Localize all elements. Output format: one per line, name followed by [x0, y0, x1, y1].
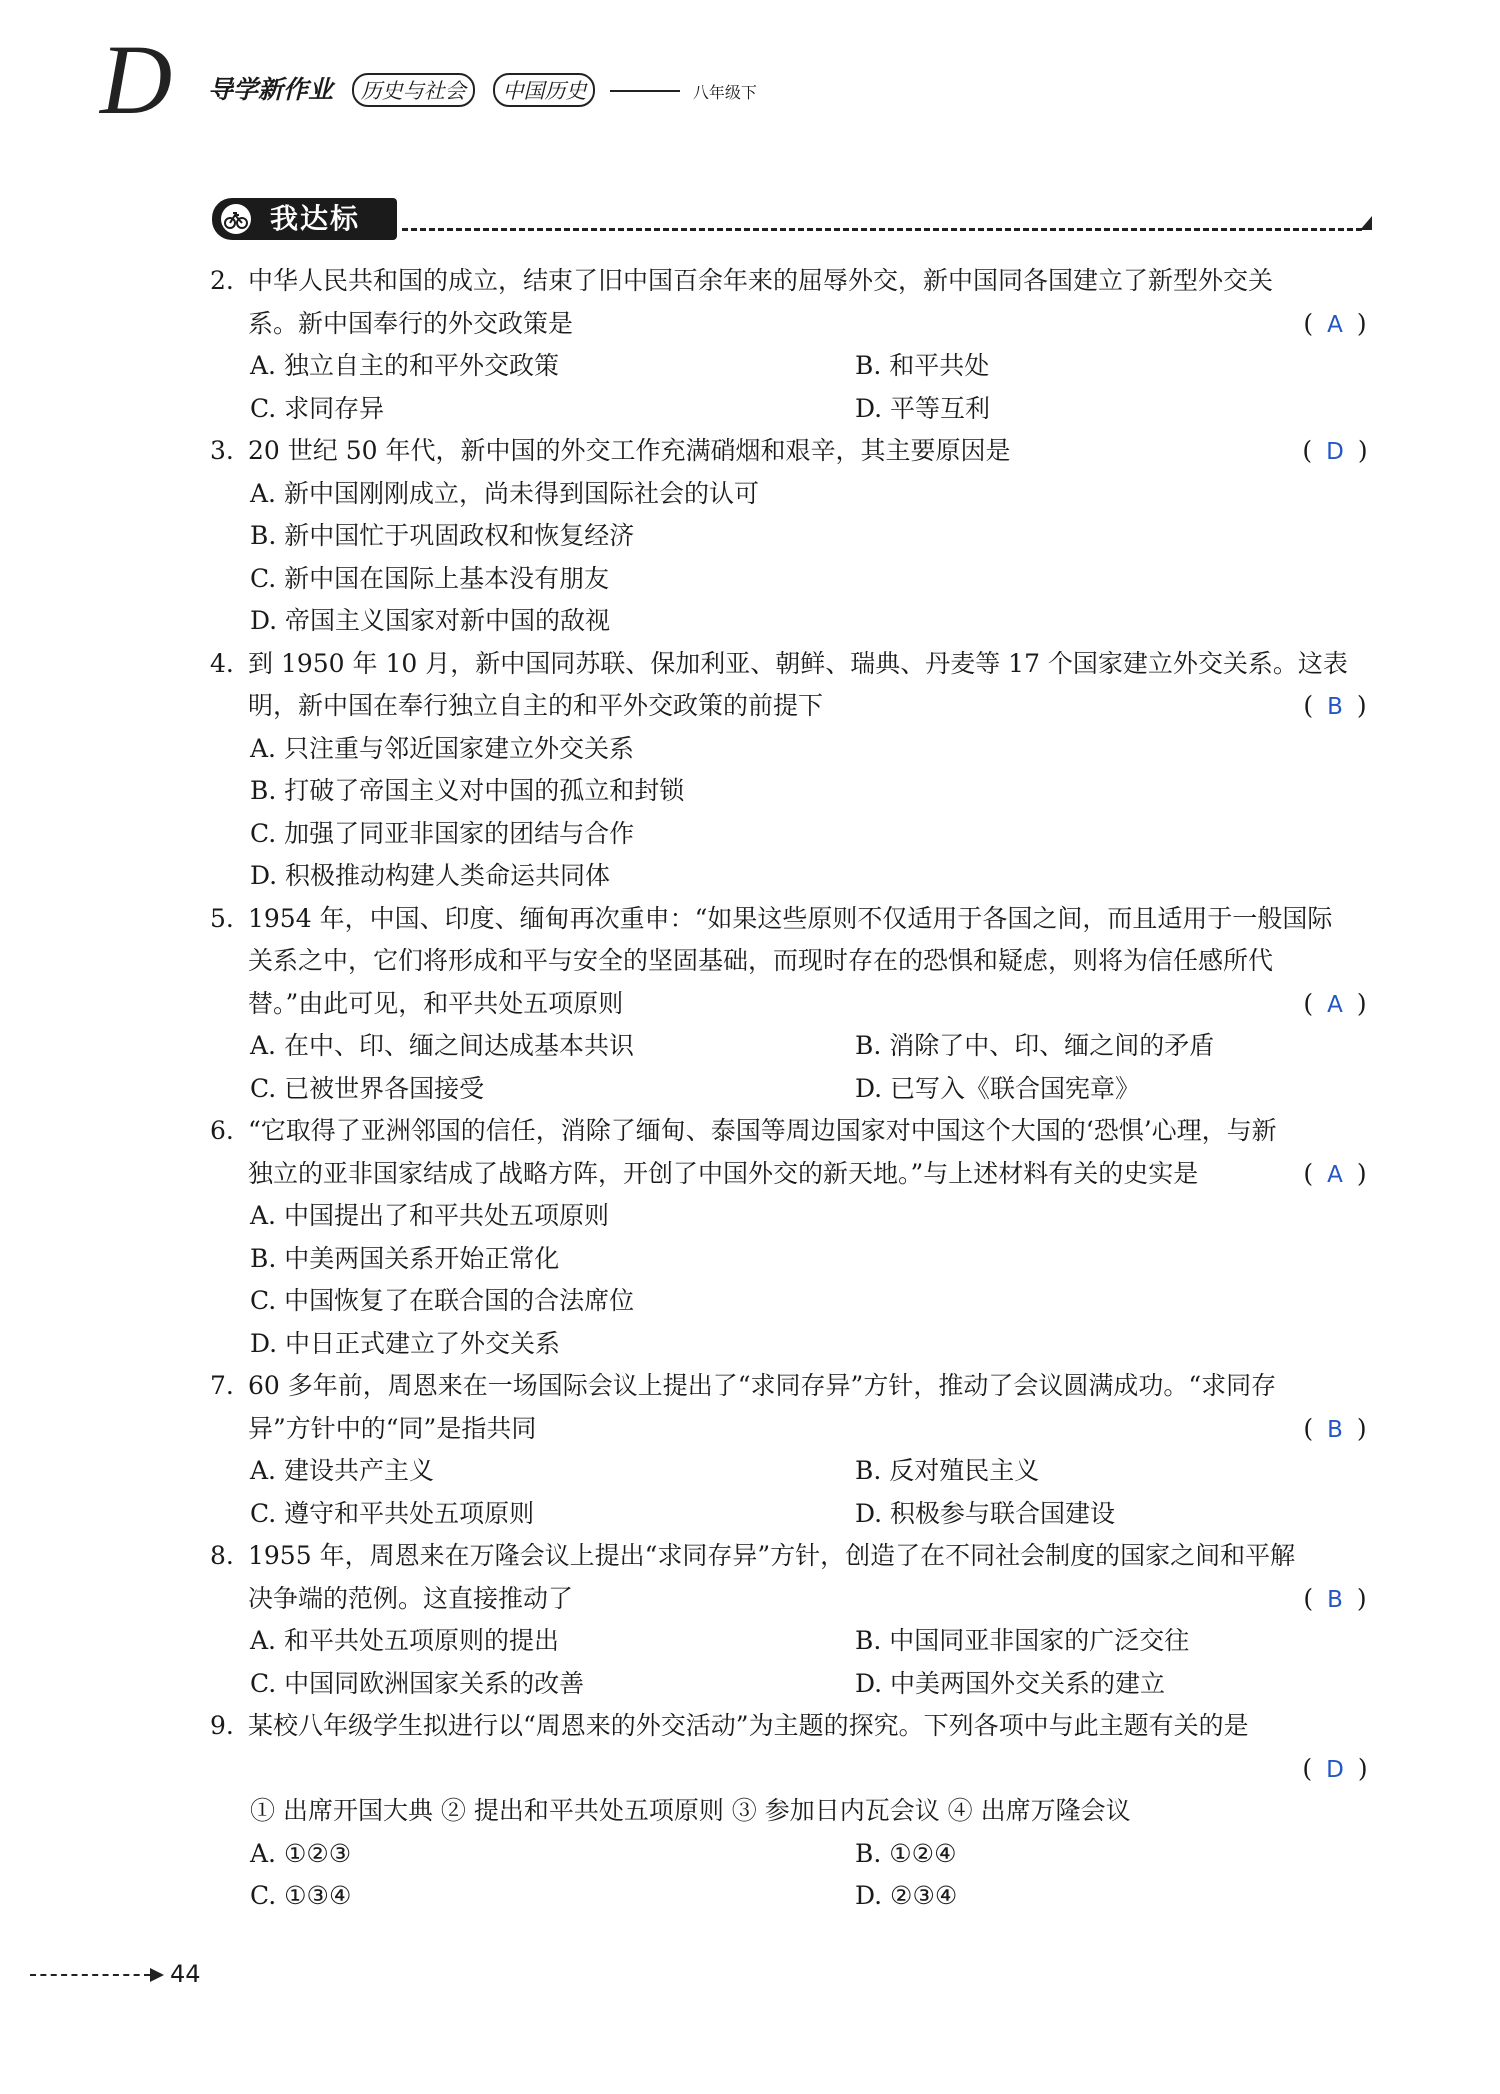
question-number: 4.: [210, 648, 234, 678]
answer-bracket: ( B ): [1303, 691, 1367, 720]
option-row: [210, 1238, 1375, 1281]
answer-option: A. ①②③: [250, 1838, 352, 1868]
answer-letter: B: [1327, 694, 1343, 720]
page-header: [100, 24, 1400, 135]
answer-bracket: ( A ): [1303, 988, 1367, 1018]
answer-option: D. 积极参与联合国建设: [855, 1498, 1116, 1528]
option-row: [210, 728, 1375, 771]
option-row: [210, 813, 1375, 856]
question-2: [210, 260, 1375, 430]
question-stem-line: [210, 1365, 1375, 1408]
answer-option: C. 求同存异: [250, 393, 385, 423]
option-row: [210, 1663, 1375, 1706]
answer-option: D. ②③④: [855, 1881, 958, 1910]
answer-option: C. ①③④: [250, 1881, 352, 1910]
answer-option: A. 新中国刚刚成立，尚未得到国际社会的认可: [250, 478, 759, 508]
question-stem-line: [210, 898, 1375, 941]
answer-option: B. 和平共处: [855, 351, 990, 380]
answer-bracket: ( D ): [1302, 436, 1368, 465]
question-stem-line: [210, 1408, 1375, 1451]
option-row: [210, 1833, 1375, 1876]
question-stem-line: [210, 303, 1375, 346]
question-number: 2.: [210, 266, 234, 295]
stem-text: 某校八年级学生拟进行以“周恩来的外交活动”为主题的探究。下列各项中与此主题有关的是: [248, 1711, 1249, 1740]
answer-letter: A: [1327, 1161, 1343, 1188]
answer-option: C. 已被世界各国接受: [250, 1073, 485, 1103]
question-4: [210, 643, 1375, 898]
answer-option: C. 加强了同亚非国家的团结与合作: [250, 818, 635, 848]
answer-bracket: ( D ): [1302, 1753, 1368, 1783]
question-stem-line: [210, 643, 1375, 686]
answer-letter: A: [1327, 311, 1343, 338]
logo: D: [100, 24, 173, 135]
option-row: [210, 770, 1375, 813]
question-number: 3.: [210, 436, 234, 465]
answer-letter: D: [1326, 1756, 1344, 1783]
stem-text: 中华人民共和国的成立，结束了旧中国百余年来的屈辱外交，新中国同各国建立了新型外交关: [248, 266, 1274, 295]
page-number: 44: [170, 1960, 201, 1988]
answer-letter: D: [1326, 439, 1344, 465]
answer-option: B. 消除了中、印、缅之间的矛盾: [855, 1031, 1215, 1060]
question-stem-line: [210, 983, 1375, 1026]
answer-option: D. 积极推动构建人类命运共同体: [250, 861, 611, 890]
option-row: [210, 1323, 1375, 1366]
question-stem-line: [210, 1748, 1375, 1791]
answer-option: D. 中美两国外交关系的建立: [855, 1668, 1166, 1698]
answer-option: D. 中日正式建立了外交关系: [250, 1328, 561, 1358]
option-row: [210, 1450, 1375, 1493]
answer-option: D. 已写入《联合国宪章》: [855, 1073, 1141, 1103]
answer-option: A. 在中、印、缅之间达成基本共识: [250, 1031, 634, 1060]
selection-items: [210, 1790, 1375, 1833]
answer-option: A. 和平共处五项原则的提出: [250, 1626, 559, 1655]
page-footer: [30, 1960, 201, 1988]
question-stem-line: [210, 940, 1375, 983]
stem-text: 到 1950 年 10 月，新中国同苏联、保加利亚、朝鲜、瑞典、丹麦等 17 个国家建立外交关系。这表: [248, 648, 1348, 678]
answer-option: C. 中国恢复了在联合国的合法席位: [250, 1286, 635, 1315]
answer-bracket: ( B ): [1303, 1413, 1367, 1443]
option-row: [210, 1620, 1375, 1663]
answer-option: C. 中国同欧洲国家关系的改善: [250, 1668, 585, 1698]
brand-name: 导学新作业: [208, 75, 334, 104]
option-row: [210, 1875, 1375, 1918]
question-9: [210, 1705, 1375, 1918]
header-title: [208, 70, 757, 107]
corner-mark: [1360, 216, 1372, 230]
answer-option: B. 中国同亚非国家的广泛交往: [855, 1626, 1190, 1655]
stem-text: 明，新中国在奉行独立自主的和平外交政策的前提下: [248, 691, 824, 720]
answer-option: A. 只注重与邻近国家建立外交关系: [250, 733, 634, 763]
option-row: [210, 1025, 1375, 1068]
answer-letter: A: [1327, 991, 1343, 1018]
answer-option: B. 反对殖民主义: [855, 1456, 1040, 1485]
option-row: [210, 855, 1375, 898]
book-badge: 中国历史: [493, 73, 595, 107]
question-number: 8.: [210, 1541, 234, 1570]
stem-text: 1955 年，周恩来在万隆会议上提出“求同存异”方针，创造了在不同社会制度的国家之间和平解: [248, 1541, 1296, 1570]
selection-text: ① 出席开国大典 ② 提出和平共处五项原则 ③ 参加日内瓦会议 ④ 出席万隆会议: [250, 1796, 1131, 1825]
stem-text: 独立的亚非国家结成了战略方阵，开创了中国外交的新天地。”与上述材料有关的史实是: [248, 1158, 1199, 1188]
option-row: [210, 558, 1375, 601]
subject-badge: 历史与社会: [352, 73, 475, 107]
question-stem-line: [210, 260, 1375, 303]
option-row: [210, 1280, 1375, 1323]
stem-text: 关系之中，它们将形成和平与安全的坚固基础，而现时存在的恐惧和疑虑，则将为信任感所代: [248, 946, 1274, 975]
stem-text: “它取得了亚洲邻国的信任，消除了缅甸、泰国等周边国家对中国这个大国的‘恐惧’心理，与新: [248, 1116, 1277, 1145]
answer-letter: B: [1327, 1416, 1343, 1443]
answer-option: A. 建设共产主义: [250, 1456, 434, 1485]
arrow-right-icon: [150, 1968, 164, 1982]
stem-text: 决争端的范例。这直接推动了: [248, 1583, 574, 1613]
grade-label: 八年级下: [692, 83, 757, 102]
question-number: 7.: [210, 1371, 234, 1400]
option-row: [210, 1068, 1375, 1111]
option-row: [210, 600, 1375, 643]
section-title: 我达标: [270, 202, 361, 235]
question-stem-line: [210, 1578, 1375, 1621]
question-7: [210, 1365, 1375, 1535]
question-stem-line: [210, 1535, 1375, 1578]
answer-option: B. 新中国忙于巩固政权和恢复经济: [250, 521, 635, 550]
question-6: [210, 1110, 1375, 1365]
answer-option: C. 遵守和平共处五项原则: [250, 1498, 535, 1528]
answer-option: D. 平等互利: [855, 393, 991, 423]
stem-text: 60 多年前，周恩来在一场国际会议上提出了“求同存异”方针，推动了会议圆满成功。“求同存: [248, 1371, 1277, 1400]
answer-option: D. 帝国主义国家对新中国的敌视: [250, 606, 611, 635]
answer-option: A. 独立自主的和平外交政策: [250, 351, 559, 380]
section-banner: [212, 198, 397, 240]
stem-text: 异”方针中的“同”是指共同: [248, 1413, 537, 1443]
divider: [610, 90, 680, 92]
answer-option: A. 中国提出了和平共处五项原则: [250, 1201, 609, 1230]
question-stem-line: [210, 1153, 1375, 1196]
option-row: [210, 388, 1375, 431]
question-stem-line: [210, 685, 1375, 728]
question-number: 5.: [210, 903, 234, 933]
question-5: [210, 898, 1375, 1111]
option-row: [210, 1195, 1375, 1238]
answer-bracket: ( B ): [1303, 1583, 1367, 1613]
stem-text: 替。”由此可见，和平共处五项原则: [248, 988, 624, 1018]
option-row: [210, 473, 1375, 516]
answer-option: B. 打破了帝国主义对中国的孤立和封锁: [250, 776, 685, 805]
question-stem-line: [210, 430, 1375, 473]
dotted-rule: [402, 228, 1362, 231]
stem-text: 20 世纪 50 年代，新中国的外交工作充满硝烟和艰辛，其主要原因是: [248, 436, 1011, 465]
option-row: [210, 345, 1375, 388]
option-row: [210, 515, 1375, 558]
question-number: 9.: [210, 1711, 234, 1740]
stem-text: 系。新中国奉行的外交政策是: [248, 308, 574, 338]
answer-bracket: ( A ): [1303, 308, 1367, 338]
question-stem-line: [210, 1705, 1375, 1748]
answer-bracket: ( A ): [1303, 1158, 1367, 1188]
question-list: [210, 260, 1375, 1918]
answer-option: C. 新中国在国际上基本没有朋友: [250, 563, 610, 593]
answer-option: B. ①②④: [855, 1838, 957, 1868]
question-stem-line: [210, 1110, 1375, 1153]
question-3: [210, 430, 1375, 643]
question-8: [210, 1535, 1375, 1705]
answer-letter: B: [1327, 1586, 1343, 1613]
answer-option: B. 中美两国关系开始正常化: [250, 1243, 560, 1273]
stem-text: 1954 年，中国、印度、缅甸再次重申：“如果这些原则不仅适用于各国之间，而且适用于一般国际: [248, 903, 1333, 933]
question-number: 6.: [210, 1116, 234, 1145]
footer-dotted-line: [30, 1974, 150, 1976]
option-row: [210, 1493, 1375, 1536]
bicycle-icon: [220, 203, 252, 235]
section-header: [212, 198, 1372, 242]
